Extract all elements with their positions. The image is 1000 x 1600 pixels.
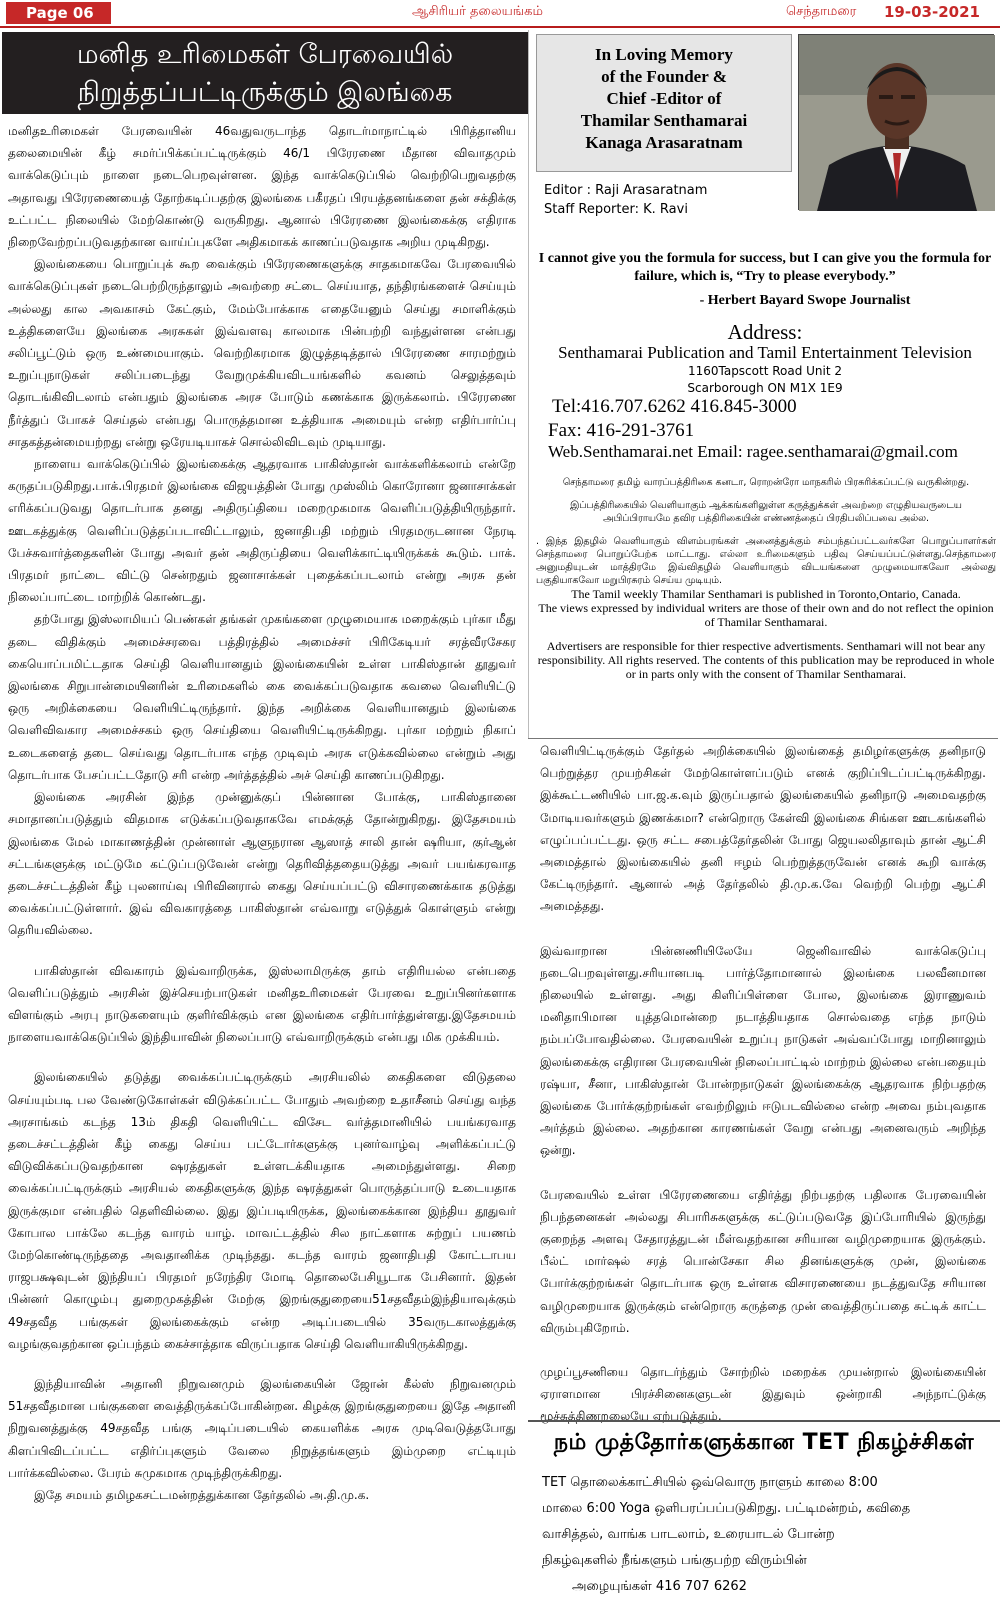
article-paragraph: இதே சமயம் தமிழகசட்டமன்றத்துக்கான தேர்தலில் அ.தி.மு.க. [34, 1487, 370, 1502]
tet-line: மாலை 6:00 Yoga ஒளிபரப்பப்படுகிறது. பட்டிமன்றம், கவிதை [542, 1501, 911, 1516]
editor-credit: Editor : Raji Arasaratnam [544, 183, 708, 198]
fax-line: Fax: 416-291-3761 [548, 420, 695, 441]
notice-english: Advertisers are responsible for thier respective advertisments. Senthamari will not bear any responsibility. All rights reserved. The contents of this publication may be reproduced in whole or in parts only with the consent of Thamilar Senthamarai. [537, 639, 995, 681]
notice-english: The views expressed by individual writers are those of their own and do not reflect the opinion of Thamilar Senthamarai. [538, 601, 994, 629]
article-paragraph: நாளைய வாக்கெடுப்பில் இலங்கைக்கு ஆதரவாக பாகிஸ்தான் வாக்களிக்கலாம் என்றே கருதப்படுகிறது.பாக்.பிரதமர் இலங்கை விஜயத்தின் போது முஸ்லிம் கொரோனா ஜனாசாக்கள் எரிக்கப்படுவது தொடர்பாக தனது அதிருப்தியை மறைமுகமாக வெளிப்படுத்தியிருந்தார். ஊடகத்துக்கு வெளிப்படுத்தப்படாவிட்டாலும், ஜனாதிபதி மற்றும் பிரதமருடனான நேரடி பேச்சுவார்த்தைகளின் போது அவர் தன் அதிருப்தியை வெளிக்காட்டியிருக்கக் கூடும். பாக். பிரதமர் நாட்டை விட்டு சென்றதும் ஜனாசாக்கள் புதைக்கப்படலாம் என்று அரசு தன் நிலைப்பாட்டை மாற்றிக் கொண்டது. [8, 457, 516, 605]
tet-phone: அழையுங்கள் 416 707 6262 [572, 1579, 747, 1594]
address-heading: Address: [727, 320, 803, 344]
article-paragraph: இவ்வாறான பின்னணியிலேயே ஜெனிவாவில் வாக்கெடுப்பு நடைபெறவுள்ளது.சரியானபடி பார்த்தோமானால் இலங்கை பலவீனமான நிலையில் உள்ளது. அது கிளிப்பிள்ளை போல, இலங்கை இராணுவம் மனிதாபிமான யுத்தமொன்றை நடாத்தியதாக சொல்வதை எந்த நாடும் நம்பப்போவதில்லை. பேரவையின் உறுப்பு நாடுகள் அவ்வப்போது மாறினாலும் இலங்கைக்கு எதிரான பேரவையின் நிலைப்பாட்டில் மாற்றம் இல்லை என்பதையும் ரஷ்யா, சீனா, பாகிஸ்தான் போன்றநாடுகள் இலங்கைக்கு ஆதரவாக நிற்பதற்கு இலங்கை போர்க்குற்றங்கள் எவற்றிலும் ஈடுபடவில்லை என்ற அவை நம்புவதாக அர்த்தம் இல்லை. அதற்கான காரணங்கள் வேறு என்பது அனைவரும் அறிந்த ஒன்று. [540, 943, 986, 1158]
notice-english: The Tamil weekly Thamilar Senthamari is published in Toronto,Ontario, Canada. [571, 587, 961, 601]
editorial-left-column [8, 120, 516, 1598]
memorial-line: In Loving Memory [595, 45, 733, 64]
memorial-line: Kanaga Arasaratnam [585, 133, 743, 152]
publication-notices [536, 476, 996, 681]
founder-photo [798, 34, 994, 210]
tet-body [542, 1470, 986, 1600]
reporter-credit: Staff Reporter: K. Ravi [544, 202, 688, 217]
quote-block [536, 250, 994, 310]
tet-program-box [528, 1420, 1000, 1598]
address-city: Scarborough ON M1X 1E9 [687, 381, 843, 395]
editorial-right-column [540, 740, 986, 1424]
address-street: 1160Tapscott Road Unit 2 [687, 364, 843, 378]
memorial-line: Chief -Editor of [606, 89, 722, 108]
quote-text: I cannot give you the formula for success, but I can give you the formula for failure, which is, “Try to please everybody.” [538, 251, 992, 284]
tet-title: நம் முத்தோர்களுக்கான TET நிகழ்ச்சிகள் [553, 1430, 975, 1455]
article-paragraph: இலங்கையை பொறுப்புக் கூற வைக்கும் பிரேரணைகளுக்கு சாதகமாகவே பேரவையில் வாக்கெடுப்புகள் நடைபெற்றிருந்தாலும் அவற்றை சட்டை செய்யாத, தந்திரங்களைச் செய்யும் அல்லது கால அவகாசம் கேட்கும், மேம்போக்காக எதையேனும் செய்து சமாளிக்கும் உத்திகளையே இலங்கை அரசுகள் இவ்வளவு காலமாக பின்பற்றி வந்துள்ளன என்பது சலிப்பூட்டும் ஒரு உண்மையாகும். வெற்றிகரமாக இழுத்தடித்தால் பிரேரணை சாரமற்றும் உறுப்புநாடுகள் சலிப்படைந்து வேறுமுக்கியவிடயங்களில் கவனம் செலுத்தவும் தொடங்கிவிடலாம் என்பதும் இலங்கை அரச போடும் கணக்காக இருக்கலாம். பிரேரணை நீர்த்துப் போகச் செய்தல் என்பது பொருத்தமான உத்தியாக அமையும் என்ற எதிர்பார்ப்பு சாதகத்தன்மையற்றது என்று ஒரேயடியாகச் சொல்லிவிடவும் முடியாது. [8, 257, 516, 449]
column-divider [528, 30, 529, 738]
page-header-bar [0, 0, 1000, 28]
memorial-line: of the Founder & [601, 67, 727, 86]
tet-line: வாசித்தல், வாங்க பாடலாம், உரையாடல் போன்ற [542, 1527, 835, 1542]
memorial-box [536, 34, 792, 172]
article-paragraph: வெளியிட்டிருக்கும் தேர்தல் அறிக்கையில் இலங்கைத் தமிழர்களுக்கு தனிநாடு பெற்றுத்தர முயற்சிகள் மேற்கொள்ளப்படும் எனக் குறிப்பிடப்பட்டிருக்கிறது. இக்கூட்டணியில் பா.ஜ.க.வும் இருப்பதால் இலங்கையில் தனிநாடு அமைவதற்கு மோடியவர்களும் இணக்கமா? என்றொரு கேள்வி இலங்கை சிங்கள ஊடகங்களில் எழுப்பப்பட்டது. ஒரு சட்ட சபைத்தேர்தலின் போது ஜெயலலிதாவும் தான் ஆட்சி அமைத்தால் இலங்கையில் தனி ஈழம் பெற்றுத்தருவேன் எனக் கூறி வாக்கு கேட்டிருந்தார். ஆனால் அத் தேர்தலில் தி.மு.க.வே வெற்றி பெற்று ஆட்சி அமைத்தது. [540, 744, 986, 914]
web-email-line: Web.Senthamarai.net Email: ragee.senthamarai@gmail.com [548, 442, 958, 461]
quote-author: - Herbert Bayard Swope Journalist [699, 293, 911, 308]
notice-tamil: செந்தாமரை தமிழ் வாரப்பத்திரிகை கனடா, ரொறன்ரோ மாநகரில் பிரசுரிக்கப்பட்டு வருகின்றது. [562, 477, 970, 488]
tet-line: TET தொலைக்காட்சியில் ஒவ்வொரு நாளும் காலை 8:00 [542, 1475, 878, 1490]
article-paragraph: பாகிஸ்தான் விவகாரம் இவ்வாறிருக்க, இஸ்லாமிருக்கு தாம் எதிரியல்ல என்பதை வெளிப்படுத்தும் அரசின் இச்செயற்பாடுகள் மனிதஉரிமைகள் பேரவை உறுப்பினர்களாக விளங்கும் அரபு நாடுகளையும் குளிர்விக்கும் என இலங்கை எதிர்பார்த்துள்ளது.இதேசமயம் நாளையவாக்கெடுப்பில் இந்தியாவின் நிலைப்பாடு எவ்வாறிருக்கும் என்பது மிக முக்கியம். [8, 963, 516, 1045]
article-paragraph: பேரவையில் உள்ள பிரேரணையை எதிர்த்து நிற்பதற்கு பதிலாக பேரவையின் நிபந்தனைகள் அல்லது சிபாரிசுகளுக்கு கட்டுப்படுவதே இப்போரியில் இருந்து குறைந்த அளவு சேதாரத்துடன் மீள்வதற்கான சரியான வழிமுறையாக இருக்கும். பீல்ட் மார்ஷல் சரத் பொன்சேகா சில தினங்களுக்கு முன், இலங்கை போர்க்குற்றங்கள் தொடர்பாக ஒரு உள்ளக விசாரணையை நடத்துவதே சரியான வழிமுறையாக இருக்கும் என்றொரு கருத்தை முன் வைத்திருப்பதை சுட்டிக் காட்ட விரும்புகிறோம். [540, 1187, 986, 1335]
notice-tamil: . இந்த இதழில் வெளியாகும் விளம்பரங்கள் அனைத்துக்கும் சம்பந்தப்பட்டவர்களே பொறுப்பாளர்கள் செந்தாமரை பொறுப்பேற்க மாட்டாது. எல்லா உரிமைகளும் பதிவு செய்யப்பட்டுள்ளது.செந்தாமரை அனுமதியுடன் மாத்திரமே இவ்விதழில் வெளியாகும் விடயங்களை முழுமையாகவோ அல்லது பகுதியாகவோ மறுபிரசுரம் செய்ய முடியும். [536, 536, 996, 586]
section-divider [528, 738, 998, 739]
article-paragraph: மனிதஉரிமைகள் பேரவையின் 46வதுவருடாந்த தொடர்மாநாட்டில் பிரித்தானிய தலைமையின் கீழ் சமர்ப்பிக்கப்பட்டிருக்கும் 46/1 பிரேரணை மீதான விவாதமும் வாக்கெடுப்பும் நாளை நடைபெறவுள்ளன. இந்த வாக்கெடுப்பில் வெற்றிபெறுவதற்கு அதாவது பிரேரணையைத் தோற்கடிப்பதற்கு இலங்கை பகீரதப் பிரயத்தனங்களை தன் சக்திக்கு உட்பட்ட நிலையில் மேற்கொண்டு வருகிறது. ஆனால் பிரேரணை இலங்கைக்கு எதிராக நிறைவேற்றப்படுவதற்கான வாய்ப்புகளே அதிகமாகக் காணப்படுவதாக அறிய முடிகிறது. [8, 124, 516, 250]
article-paragraph: இலங்கை அரசின் இந்த முன்னுக்குப் பின்னான போக்கு, பாகிஸ்தானை சமாதானப்படுத்தும் விதமாக எடுக்கப்படுவதாகவே எமக்குத் தோன்றுகிறது. இதேசமயம் இலங்கை மேல் மாகாணத்தின் முன்னாள் ஆளுநரான ஆஸாத் சாலி தான் ஷரியா, குர்ஆன் சட்டங்களுக்கு மட்டுமே கட்டுப்படுவேன் என்று தெரிவித்ததையடுத்து அவர் பயங்கரவாத தடைச்சட்டத்தின் கீழ் புலனாய்வு பிரிவினரால் கைது செய்யப்பட்டு விசாரணைக்காக தடுத்து வைக்கப்பட்டுள்ளார். இவ் விவகாரத்தை பாகிஸ்தான் எவ்வாறு எடுத்துக் கொள்ளும் என்று தெரியவில்லை. [8, 790, 516, 938]
headline-line-2: நிறுத்தப்பட்டிருக்கும் இலங்கை [77, 77, 453, 108]
paper-name: செந்தாமரை [786, 4, 857, 19]
tet-line: நிகழ்வுகளில் நீங்களும் பங்குபற்ற விரும்பின் [542, 1553, 807, 1568]
article-paragraph: இந்தியாவின் அதானி நிறுவனமும் இலங்கையின் ஜோன் கீல்ஸ் நிறுவனமும் 51சதவீதமான பங்குகளை வைத்திருக்கப்போகின்றன. கிழக்கு இறங்குதுறையை இதே அதானி நிறுவனத்துக்கு 49சதவீத பங்கு அடிப்படையில் கையளிக்க அரசு முடிவெடுத்தபோது கிளப்பிவிடப்பட்ட எதிர்ப்புகளும் வேலை நிறுத்தங்களும் இம்முறை எட்டியும் பார்க்கவில்லை. பேரம் சுமுகமாக முடிந்திருக்கிறது. [8, 1376, 516, 1480]
notice-tamil: இப்பத்திரிகையில் வெளியாகும் ஆக்கங்களிலுள்ள கருத்துக்கள் அவற்றை எழுதியவருடைய அபிப்பிராயமே தவிர பத்திரிகையின் எண்ணத்தைப் பிரதிபலிப்பவை அல்ல. [570, 500, 962, 524]
article-paragraph: முழப்பூசணியை தொடர்ந்தும் சோற்றில் மறைக்க முயன்றால் இலங்கையின் ஏராளமான பிரச்சினைகளுடன் இதுவும் ஒன்றாகி அந்நாட்டுக்கு மூச்சுத்திணறலையே ஏற்படுத்தும். [540, 1365, 986, 1424]
memorial-line: Thamilar Senthamarai [580, 111, 748, 130]
page-number: Page 06 [6, 2, 111, 24]
section-title: ஆசிரியர் தலையங்கம் [412, 4, 543, 19]
article-paragraph: இலங்கையில் தடுத்து வைக்கப்பட்டிருக்கும் அரசியலில் கைதிகளை விடுதலை செய்யும்படி பல வேண்டுகோள்கள் விடுக்கப்பட்ட போதும் அவற்றை உதாசீனம் செய்து வந்த அரசாங்கம் கடந்த 13ம் திகதி வெளியிட்ட விசேட வர்த்தமானியில் பயங்கரவாத தடைச்சட்டத்தின் கீழ் கைது செய்ய பட்டோர்களுக்கு புனர்வாழ்வு அளிக்கப்பட்டு விடுவிக்கப்படுவதற்கான ஷரத்துகள் உள்ளடக்கியதாக அமைந்துள்ளது. சிறை வைக்கப்பட்டிருக்கும் அரசியல் கைதிகளுக்கு இந்த ஷரத்துகள் பொருத்தப்பாடு உடையதாக இருக்குமா என்பதில் தெளிவில்லை. இது இப்படியிருக்க, இலங்கைக்கான இந்திய தூதுவர் கோபால பாக்லே கடந்த வாரம் யாழ். மாவட்டத்தில் சில நாட்களாக சுற்றுப் பயணம் மேற்கொண்டிருந்ததை அவதானிக்க முடிந்தது. கடந்த வாரம் ஜனாதிபதி கோட்டாபய ராஜபக்ஷவுடன் இந்தியப் பிரதமர் நரேந்திர மோடி தொலைபேசியூடாக பேசினார். இதன் பின்னர் கொழும்பு துறைமுகத்தின் மேற்கு இறங்குதுறையை51சதவீதம்இந்தியாவுக்கும் 49சதவீத பங்குகள் இலங்கைக்கும் என்ற அடிப்படையில் 35வருடகாலத்துக்கு வழங்குவதற்கான ஒப்பந்தம் கைச்சாத்தாக விருப்பதாக செய்தி வெளியாகியிருக்கிறது. [8, 1070, 516, 1351]
staff-credits [544, 182, 707, 220]
issue-date: 19-03-2021 [884, 3, 980, 21]
article-paragraph: தற்போது இஸ்லாமியப் பெண்கள் தங்கள் முகங்களை முழுமையாக மறைக்கும் புர்கா மீது தடை விதிக்கும் அமைச்சரவை பத்திரத்தில் அமைச்சர் பிரிகேடியர் சரத்வீரசேகர கையொப்பமிட்டதாக செய்தி வெளியானதும் இலங்கையின் உள்ள பாகிஸ்தான் தூதுவர் இலங்கை சிறுபான்மையினரின் உரிமைகளில் கை வைக்கப்படுவதாக கவலை வெளியிட்டு ஒரு அறிக்கையை வெளியிட்டிருந்தார். இந்த அறிக்கை வெளியானதும் இலங்கை வெளிவிவகார அமைச்சகம் ஒரு செய்தியை வெளியிட்டிருக்கிறது. புர்கா மற்றும் நிகாப் உடைகளைத் தடை செய்வது தொடர்பாக எந்த முடிவும் அரசு எடுக்கவில்லை என்றும் அது தொடர்பாக பேசப்பட்டதோடு சரி என்ற அர்த்தத்தில் அச் செய்தி காணப்படுகிறது. [8, 612, 516, 782]
editorial-headline [2, 32, 528, 114]
portrait-illustration [799, 35, 995, 211]
headline-line-1: மனித உரிமைகள் பேரவையில் [76, 39, 454, 70]
publisher-name: Senthamarai Publication and Tamil Entertainment Television [558, 343, 972, 362]
telephone-line: Tel:416.707.6262 416.845-3000 [552, 396, 797, 417]
